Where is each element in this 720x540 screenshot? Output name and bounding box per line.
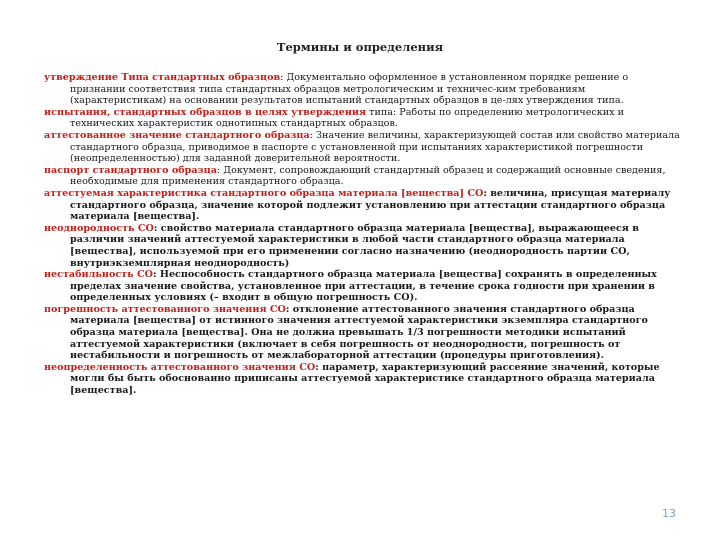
definition-text: Документ, сопровождающий стандартный образец и содержащий основные сведения, необходимые для применения стандартного образца. xyxy=(70,164,666,188)
definition-separator: : xyxy=(216,164,224,176)
definition-term: неопределенность аттестованного значения СО xyxy=(44,361,316,373)
definition-term: неоднородность СО xyxy=(44,222,154,234)
definition-entry xyxy=(44,130,684,165)
definition-term: утверждение Типа стандартных образцов xyxy=(44,72,281,83)
definition-term: погрешность аттестованного значения СО xyxy=(44,303,286,315)
definition-separator: : xyxy=(483,187,491,199)
definition-entry xyxy=(44,72,684,107)
definition-separator: : xyxy=(280,72,287,83)
definition-separator: : xyxy=(285,303,293,315)
definition-separator: : xyxy=(315,361,323,373)
definition-term: испытания, стандартных образцов в целях утверждения xyxy=(44,106,367,118)
definition-entry xyxy=(44,223,684,269)
definition-entry xyxy=(44,107,684,130)
definition-term: аттестованное значение стандартного образца xyxy=(44,129,310,141)
definition-separator: : xyxy=(152,269,160,281)
definition-entry xyxy=(44,165,684,188)
page-number: 13 xyxy=(662,507,676,520)
slide-title: Термины и определения xyxy=(276,40,444,54)
definition-text: свойство материала стандартного образца материала [вещества], выражающееся в различии значений аттестуемой характеристики в любой части стандартного образца материала [вещества], используемой при его применении согласно назначению (неоднородность партии СО, внутриэкземплярная неоднородность) xyxy=(70,222,639,269)
definition-entry xyxy=(44,188,684,223)
definition-text: Неспособность стандартного образца материала [вещества] сохранять в определенных пределах значение свойства, установленное при аттестации, в течение срока годности при хранении в определенных условиях (– входит в общую погрешность СО). xyxy=(70,269,657,304)
definition-term: паспорт стандартного образца xyxy=(44,164,217,176)
definition-separator: : xyxy=(309,129,317,141)
definition-text: Документально оформленное в установленном порядке решение о признании соответствия типа стандартных образцов метрологическим и техничес-ким требованиям (характеристикам) на основании результатов испытаний стандартных образцов в це-лях утверждения типа. xyxy=(70,72,629,107)
definition-entry xyxy=(44,269,684,304)
definition-text: отклонение аттестованного значения стандартного образца материала [вещества] от истинного значения аттестуемой характеристики экземпляра стандартного образца материала [вещества]. Она не должна превышать 1/3 погрешности методики испытаний аттестуемой характеристики (включает в себя погрешность от неоднородности, погрешность от нестабильности и погрешность от межлабораторной аттестации (процедуры приготовления). xyxy=(70,303,648,362)
definition-text: величина, присущая материалу стандартного образца, значение которой подлежит установлению при аттестации стандартного образца материала [вещества]. xyxy=(70,187,671,223)
definition-separator: : xyxy=(153,222,161,234)
definition-entry xyxy=(44,304,684,362)
definition-entry xyxy=(44,362,684,397)
definition-text: Значение величины, характеризующей состав или свойство материала стандартного образца, приводимое в паспорте с установленной при испытаниях характеристикой погрешности (неопределенностью) для заданной доверительной вероятности. xyxy=(70,129,680,165)
definition-text: типа: Работы по определению метрологических и технических характеристик однотипных стандартных образцов. xyxy=(70,106,625,130)
definition-text: параметр, характеризующий рассеяние значений, которые могли бы быть обоснованно приписаны аттестуемой характеристике стандартного образца материала [вещества]. xyxy=(70,361,660,397)
definitions-list xyxy=(44,72,684,397)
definition-term: аттестуемая характеристика стандартного образца материала [вещества] СО xyxy=(44,187,484,199)
definition-term: нестабильность СО xyxy=(44,269,153,281)
